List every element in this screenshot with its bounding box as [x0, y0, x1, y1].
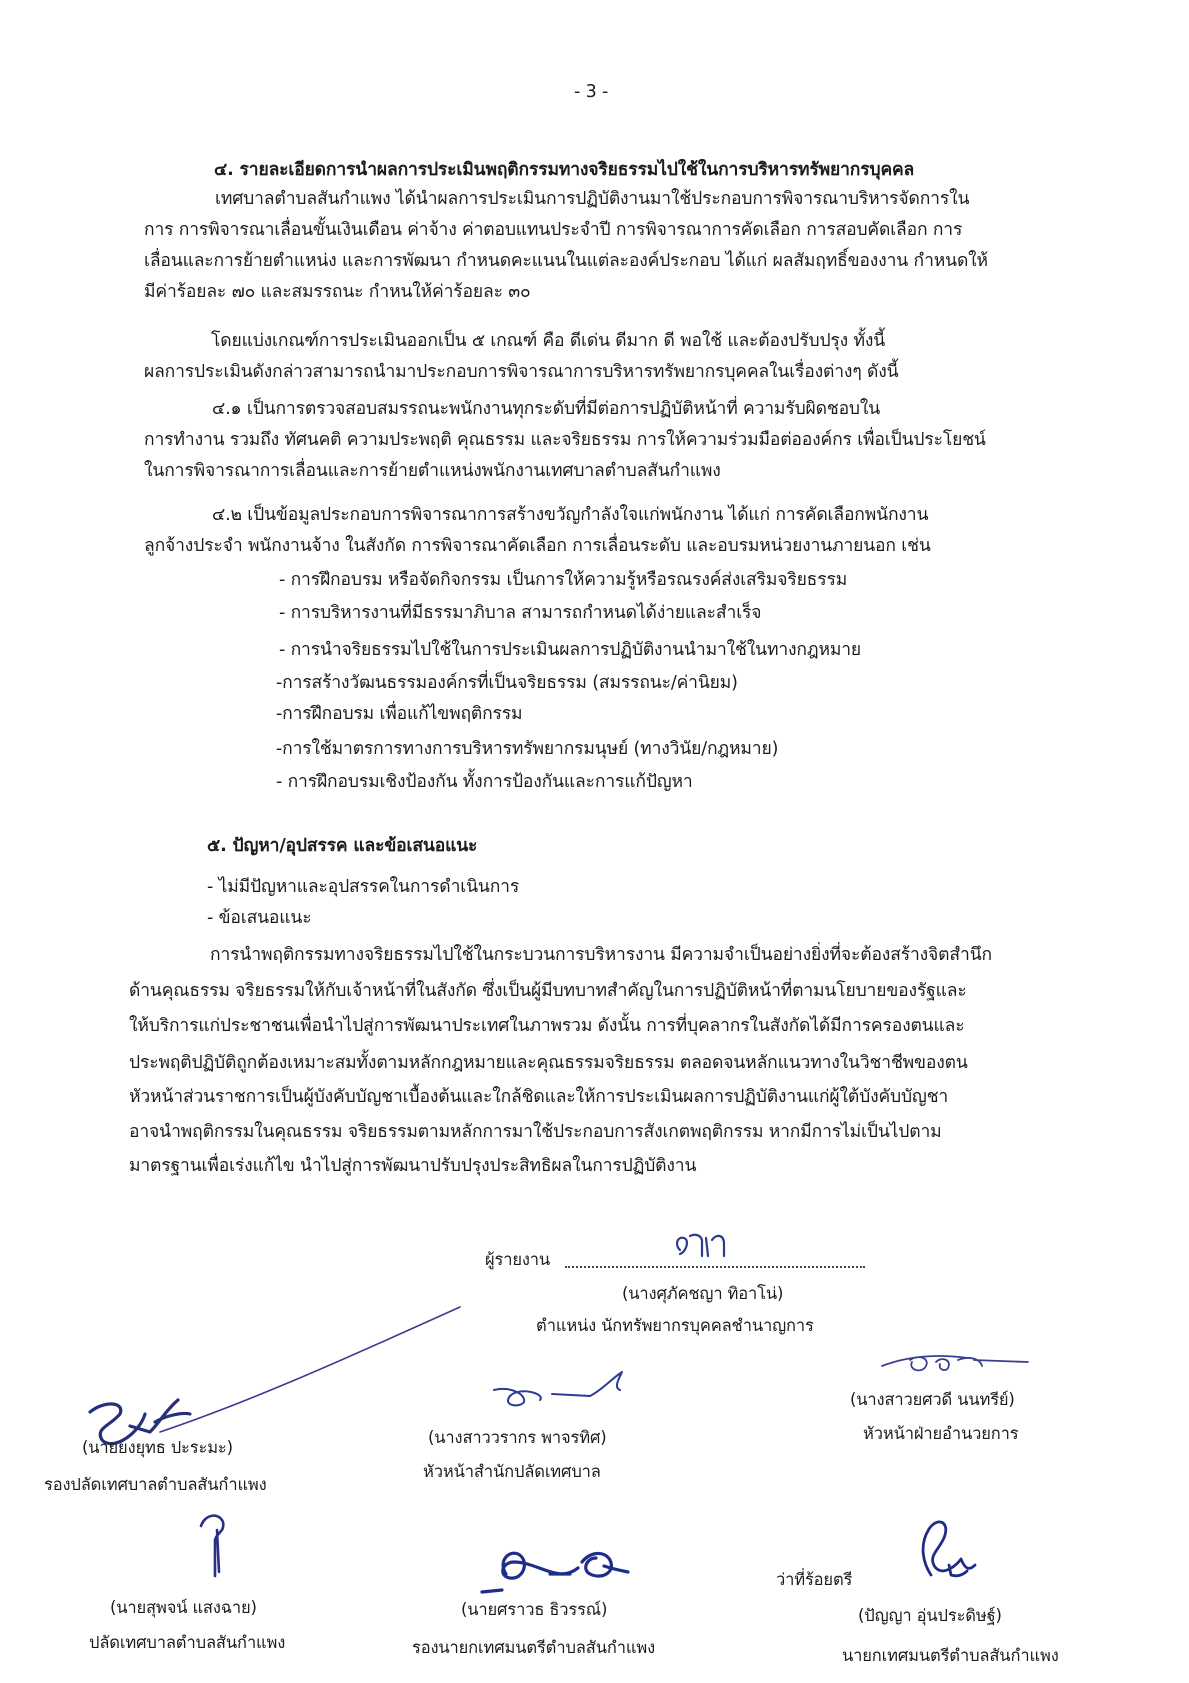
paragraph-line: การนำพฤติกรรมทางจริยธรรมไปใช้ในกระบวนการบริหารงาน มีความจำเป็นอย่างยิ่งที่จะต้องสร้างจิตสำนึก — [210, 945, 992, 965]
signature-2 — [490, 1360, 650, 1420]
paragraph-line: ด้านคุณธรรม จริยธรรมให้กับเจ้าหน้าที่ในสังกัด ซึ่งเป็นผู้มีบทบาทสำคัญในการปฏิบัติหน้าที่ตามนโยบายของรัฐและ — [129, 981, 967, 1001]
paragraph-line: ๔.๒ เป็นข้อมูลประกอบการพิจารณาการสร้างขวัญกำลังใจแก่พนักงาน ได้แก่ การคัดเลือกพนักงาน — [212, 505, 929, 525]
paragraph-line: เทศบาลตำบลสันกำแพง ได้นำผลการประเมินการปฏิบัติงานมาใช้ประกอบการพิจารณาบริหารจัดการใน — [215, 189, 970, 209]
paragraph-line: มีค่าร้อยละ ๗๐ และสมรรถนะ กำหนให้ค่าร้อยละ ๓๐ — [144, 282, 531, 302]
paragraph-line: การ การพิจารณาเลื่อนขั้นเงินเดือน ค่าจ้าง ค่าตอบแทนประจำปี การพิจารณาการคัดเลือก การสอบคัดเลือก การ — [144, 220, 963, 240]
signature-6 — [905, 1515, 985, 1585]
signatory-3-position: หัวหน้าฝ่ายอำนวยการ — [863, 1424, 1019, 1443]
section-4-heading: ๔. รายละเอียดการนำผลการประเมินพฤติกรรมทางจริยธรรมไปใช้ในการบริหารทรัพยากรบุคคล — [214, 160, 915, 180]
paragraph-line: ลูกจ้างประจำ พนักงานจ้าง ในสังกัด การพิจารณาคัดเลือก การเลื่อนระดับ และอบรมหน่วยงานภายนอก เช่น — [144, 536, 931, 556]
paragraph-line: ผลการประเมินดังกล่าวสามารถนำมาประกอบการพิจารณาการบริหารทรัพยากรบุคคลในเรื่องต่างๆ ดังนี้ — [144, 362, 899, 382]
bullet-item: -การสร้างวัฒนธรรมองค์กรที่เป็นจริยธรรม (สมรรถนะ/ค่านิยม) — [276, 673, 738, 693]
bullet-item: - การฝึกอบรม หรือจัดกิจกรรม เป็นการให้ความรู้หรือรณรงค์ส่งเสริมจริยธรรม — [279, 570, 848, 590]
paragraph-line: ประพฤติปฏิบัติถูกต้องเหมาะสมทั้งตามหลักกฎหมายและคุณธรรมจริยธรรม ตลอดจนหลักแนวทางในวิชาชีพของตน — [129, 1053, 968, 1073]
paragraph-line: เลื่อนและการย้ายตำแหน่ง และการพัฒนา กำหนดคะแนนในแต่ละองค์ประกอบ ได้แก่ ผลสัมฤทธิ์ของงาน กำหนดให้ — [144, 251, 988, 271]
list-item: - ข้อเสนอแนะ — [207, 908, 312, 928]
signatory-4-position: ปลัดเทศบาลตำบลสันกำแพง — [89, 1633, 286, 1652]
bullet-item: - การบริหารงานที่มีธรรมาภิบาล สามารถกำหนดได้ง่ายและสำเร็จ — [279, 603, 762, 623]
signatory-4-name: (นายสุพจน์ แสงฉาย) — [110, 1598, 257, 1617]
bullet-item: - การนำจริยธรรมไปใช้ในการประเมินผลการปฏิบัติงานนำมาใช้ในทางกฎหมาย — [279, 640, 862, 660]
bullet-item: -การฝึกอบรม เพื่อแก้ไขพฤติกรรม — [276, 704, 523, 724]
reporter-position: ตำแหน่ง นักทรัพยากรบุคคลชำนาญการ — [536, 1316, 814, 1335]
signature-5 — [478, 1532, 648, 1602]
signatory-3-name: (นางสาวยศวดี นนทรีย์) — [850, 1390, 1015, 1409]
signature-4 — [195, 1510, 235, 1580]
paragraph-line: มาตรฐานเพื่อเร่งแก้ไข นำไปสู่การพัฒนาปรับปรุงประสิทธิผลในการปฏิบัติงาน — [129, 1156, 697, 1176]
signatory-6-rank: ว่าที่ร้อยตรี — [776, 1570, 853, 1589]
signatory-6-name: (ปัญญา อุ่นประดิษฐ์) — [858, 1606, 1002, 1625]
paragraph-line: ในการพิจารณาการเลื่อนและการย้ายตำแหน่งพนักงานเทศบาลตำบลสันกำแพง — [144, 461, 721, 481]
bullet-item: -การใช้มาตรการทางการบริหารทรัพยากรมนุษย์ (ทางวินัย/กฎหมาย) — [276, 739, 779, 759]
paragraph-line: การทำงาน รวมถึง ทัศนคติ ความประพฤติ คุณธรรม และจริยธรรม การให้ความร่วมมือต่อองค์กร เพื่อเป็นประโยชน์ — [144, 430, 986, 450]
signature-3 — [878, 1348, 1038, 1388]
signatory-5-name: (นายศราวธ ธิวรรณ์) — [461, 1600, 608, 1619]
paragraph-line: ๔.๑ เป็นการตรวจสอบสมรรถนะพนักงานทุกระดับที่มีต่อการปฏิบัติหน้าที่ ความรับผิดชอบใน — [212, 399, 881, 419]
reporter-name: (นางศุภัคชญา ทิอาโน่) — [622, 1284, 784, 1303]
bullet-item: - การฝึกอบรมเชิงป้องกัน ทั้งการป้องกันและการแก้ปัญหา — [276, 772, 693, 792]
page-number: - 3 - — [574, 82, 609, 102]
signatory-1-position: รองปลัดเทศบาลตำบลสันกำแพง — [44, 1475, 267, 1494]
signatory-1-name: (นายยงยุทธ ปะระมะ) — [82, 1438, 233, 1457]
signature-1 — [70, 1392, 200, 1472]
signatory-2-name: (นางสาววรากร พาจรทิศ) — [428, 1428, 607, 1447]
list-item: - ไม่มีปัญหาและอุปสรรคในการดำเนินการ — [207, 877, 520, 897]
paragraph-line: โดยแบ่งเกณฑ์การประเมินออกเป็น ๕ เกณฑ์ คือ ดีเด่น ดีมาก ดี พอใช้ และต้องปรับปรุง ทั้งนี้ — [211, 331, 886, 351]
paragraph-line: อาจนำพฤติกรรมในคุณธรรม จริยธรรมตามหลักการมาใช้ประกอบการสังเกตพฤติกรรม หากมีการไม่เป็นไปตาม — [129, 1122, 942, 1142]
paragraph-line: หัวหน้าส่วนราชการเป็นผู้บังคับบัญชาเบื้องต้นและใกล้ชิดและให้การประเมินผลการปฏิบัติงานแก่ผู้ใต้บังคับบัญชา — [129, 1087, 949, 1107]
signatory-5-position: รองนายกเทศมนตรีตำบลสันกำแพง — [412, 1638, 656, 1657]
signatory-6-position: นายกเทศมนตรีตำบลสันกำแพง — [842, 1646, 1059, 1665]
paragraph-line: ให้บริการแก่ประชาชนเพื่อนำไปสู่การพัฒนาประเทศในภาพรวม ดังนั้น การที่บุคลากรในสังกัดได้มีการครองตนและ — [129, 1016, 965, 1036]
signatory-2-position: หัวหน้าสำนักปลัดเทศบาล — [423, 1462, 601, 1481]
section-5-heading: ๕. ปัญหา/อุปสรรค และข้อเสนอแนะ — [207, 836, 478, 856]
reporter-label: ผู้รายงาน — [485, 1250, 551, 1269]
